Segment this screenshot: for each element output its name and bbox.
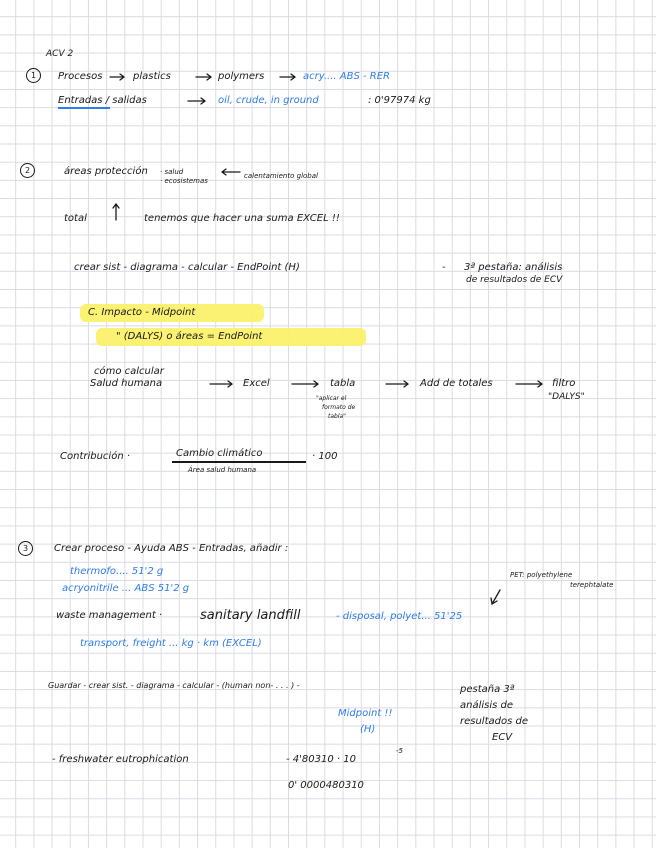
section-1-number: 1 — [26, 68, 41, 83]
page-title: ACV 2 — [46, 49, 74, 59]
areas-label: áreas protección — [64, 166, 148, 177]
section-3-item-thermo: thermofo.... 51'2 g — [70, 566, 164, 577]
calc-dalys: "DALYS" — [548, 392, 585, 402]
midpoint-h: (H) — [360, 724, 376, 735]
section-1-polymers: polymers — [218, 71, 265, 82]
section-3-line1: Crear proceso - Ayuda ABS - Entradas, añadir : — [54, 543, 289, 554]
waste-detail: - disposal, polyet... 51'25 — [336, 611, 463, 622]
section-1-result: : 0'97974 kg — [368, 95, 431, 106]
section-1-process-label: Procesos — [58, 71, 103, 82]
arrow-areas-note — [222, 169, 240, 175]
section-3-item-acry: acryonitrile ... ABS 51'2 g — [62, 583, 190, 594]
contrib-multiplier: · 100 — [312, 451, 338, 462]
arrow-health-excel — [210, 381, 232, 387]
areas-note: calentamiento global — [244, 172, 318, 180]
fraction-bar — [172, 461, 306, 463]
midpoint-note: Midpoint !! — [338, 708, 393, 719]
freshwater-exponent: -5 — [396, 747, 403, 755]
save-result-3: resultados de — [460, 716, 528, 727]
section-1-oil: oil, crude, in ground — [218, 95, 319, 106]
calc-note-1: "aplicar el — [316, 395, 347, 402]
contrib-numerator: Cambio climático — [176, 448, 263, 459]
highlight-1-text: C. Impacto - Midpoint — [88, 307, 196, 318]
calc-totals: Add de totales — [420, 378, 493, 389]
freshwater-value: - 4'80310 · 10 — [286, 754, 356, 765]
arrow-excel-table — [292, 381, 318, 387]
steps-dash: - — [442, 262, 446, 273]
steps-result-2: de resultados de ECV — [466, 275, 563, 285]
section-1-plastics: plastics — [133, 71, 171, 82]
areas-item-health: · salud — [160, 168, 184, 176]
transport-line: transport, freight ... kg · km (EXCEL) — [80, 638, 262, 649]
save-line: Guardar - crear sist. - diagrama - calcular - (human non- . . . ) - — [48, 681, 300, 690]
steps-result-1: 3ª pestaña: análisis — [464, 262, 563, 273]
waste-label: waste management · — [56, 610, 163, 621]
arrow-inputs-oil — [188, 98, 205, 104]
pet-note-2: terephtalate — [570, 581, 614, 589]
section-2-number: 2 — [20, 163, 35, 178]
save-result-2: análisis de — [460, 700, 514, 711]
calc-note-3: tabla" — [328, 413, 346, 420]
arrow-procesos-plastics — [110, 74, 124, 80]
areas-item-ecosystems: · ecosistemas — [160, 177, 208, 185]
arrow-polymers-acry — [280, 74, 295, 80]
freshwater-label: - freshwater eutrophication — [52, 754, 189, 765]
inputs-underline — [58, 107, 110, 109]
save-result-4: ECV — [492, 732, 513, 743]
section-3-number: 3 — [18, 541, 33, 556]
total-label: total — [64, 213, 87, 224]
arrow-plastics-polymers — [196, 74, 211, 80]
calc-filter: filtro — [552, 378, 576, 389]
steps-line: crear sist - diagrama - calcular - EndPoint (H) — [74, 262, 300, 273]
waste-value: sanitary landfill — [200, 608, 301, 623]
arrow-total-up — [113, 204, 119, 220]
arrow-pet-down — [491, 590, 500, 604]
calc-table: tabla — [330, 378, 356, 389]
contrib-denominator: Área salud humana — [188, 466, 257, 474]
freshwater-decimal: 0' 0000480310 — [288, 780, 364, 791]
calc-note-2: formato de — [322, 404, 356, 411]
total-note: tenemos que hacer una suma EXCEL !! — [144, 213, 340, 224]
save-result-1: pestaña 3ª — [460, 684, 515, 695]
calc-excel: Excel — [243, 378, 270, 389]
highlight-2-text: " (DALYS) o áreas = EndPoint — [116, 331, 263, 342]
calc-health: Salud humana — [90, 378, 163, 389]
arrow-totals-filter — [516, 381, 542, 387]
section-1-acry: acry.... ABS - RER — [303, 71, 391, 82]
section-1-inputs-label: Entradas / salidas — [58, 95, 147, 106]
calc-title: cómo calcular — [94, 366, 164, 377]
contrib-label: Contribución · — [60, 451, 131, 462]
arrow-table-totals — [386, 381, 408, 387]
pet-note-1: PET: polyethylene — [510, 571, 573, 579]
